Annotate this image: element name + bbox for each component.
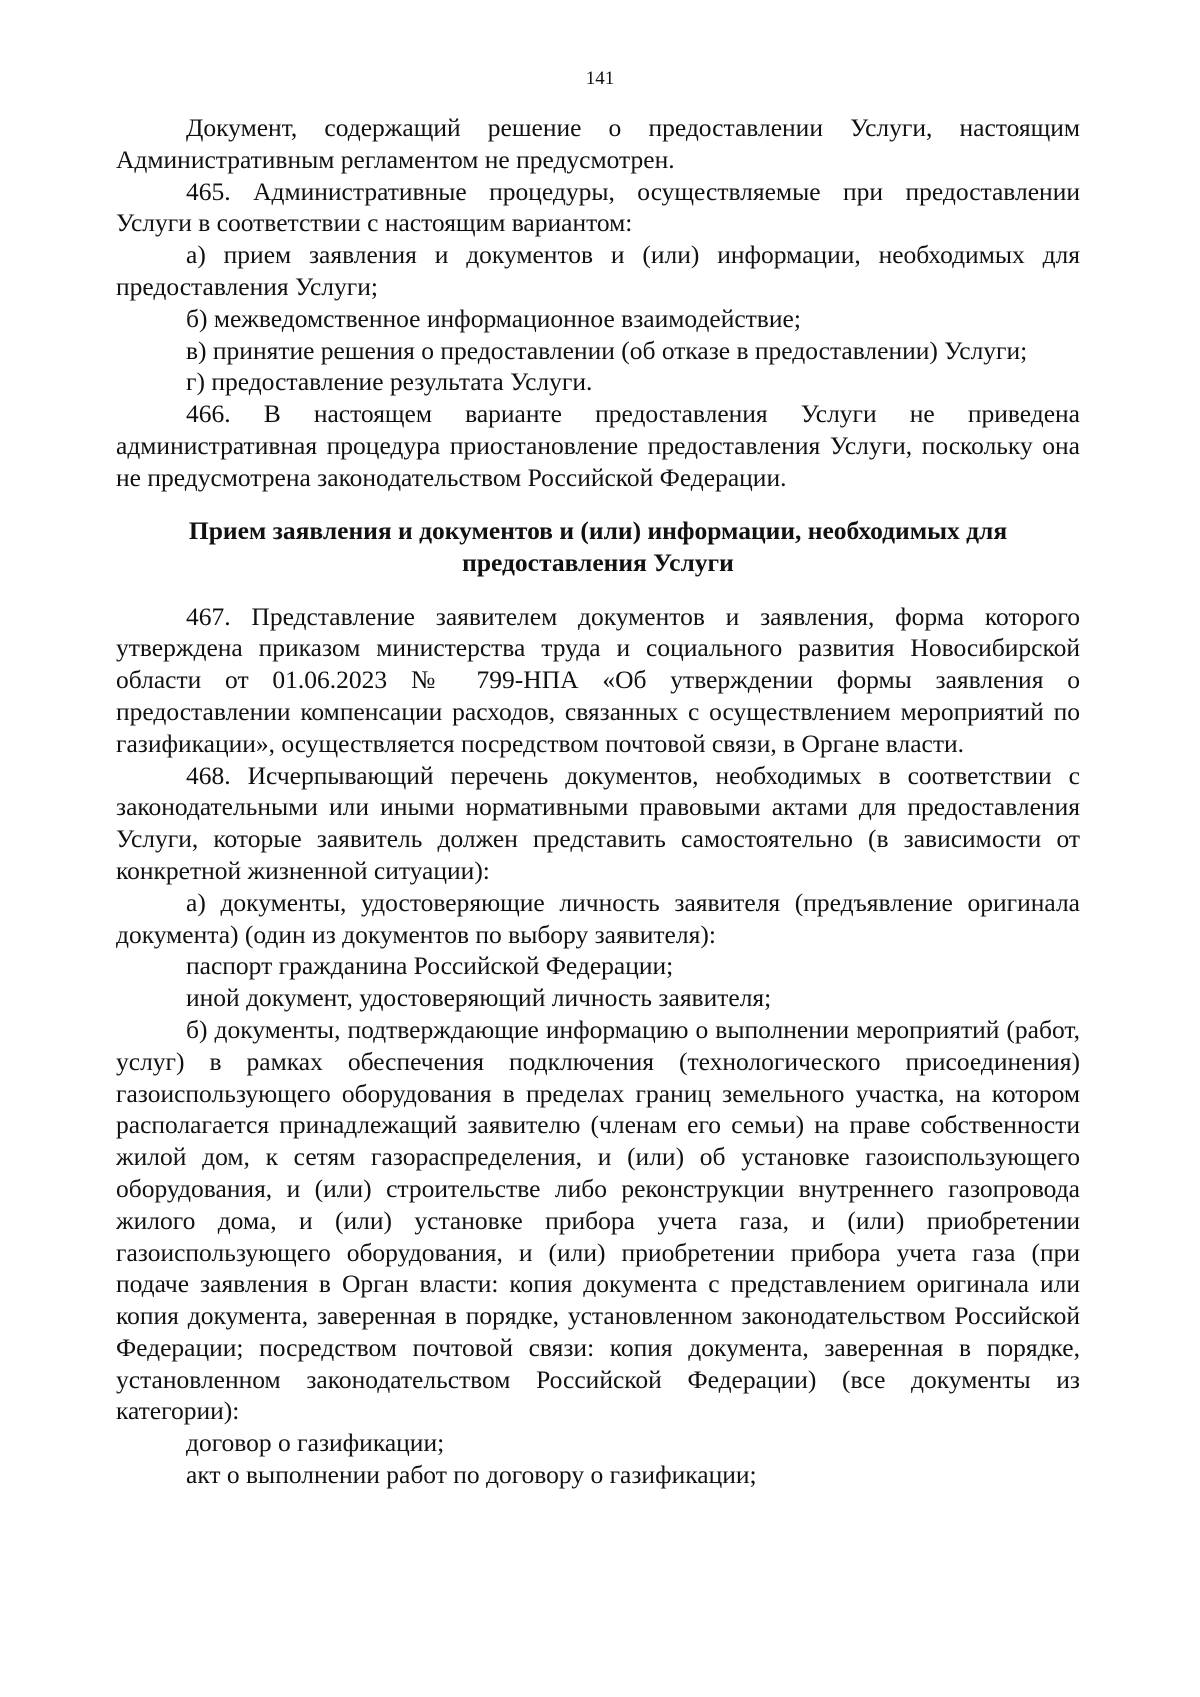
list-item-a: а) прием заявления и документов и (или) информации, необходимых для предоставления Услуги;: [116, 240, 1080, 301]
list-item-g: г) предоставление результата Услуги.: [186, 367, 593, 397]
list-item-other-id: иной документ, удостоверяющий личность заявителя;: [186, 983, 772, 1013]
paragraph-no-decision-document: Документ, содержащий решение о предоставлении Услуги, настоящим Административным регламентом не предусмотрен.: [116, 113, 1080, 174]
list-item-passport: паспорт гражданина Российской Федерации;: [186, 951, 674, 981]
list-item-b-gasification-docs: б) документы, подтверждающие информацию о выполнении мероприятий (работ, услуг) в рамках обеспечения подключения (технологического присоединения) газоиспользующего оборудования в пределах границ земельного участка, на котором располагается принадлежащий заявителю (членам его семьи) на праве собственности жилой дом, к сетям газораспределения, и (или) об установке газоиспользующего оборудования, и (или) строительстве либо реконструкции внутреннего газопровода жилого дома, и (или) установке прибора учета газа, и (или) приобретении газоиспользующего оборудования, и (или) приобретении прибора учета газа (при подаче заявления в Орган власти: копия документа с представлением оригинала или копия документа, заверенная в порядке, установленном законодательством Российской Федерации; посредством почтовой связи: копия документа, заверенная в порядке, установленном законодательством Российской Федерации) (все документы из категории):: [116, 1014, 1080, 1426]
section-heading: Прием заявления и документов и (или) информации, необходимых для предоставления Услуги: [188, 515, 1008, 577]
list-item-v: в) принятие решения о предоставлении (об отказе в предоставлении) Услуги;: [186, 335, 1028, 365]
paragraph-468: 468. Исчерпывающий перечень документов, необходимых в соответствии с законодательными или иными нормативными правовыми актами для предоставления Услуги, которые заявитель должен представить самостоятельно (в зависимости от конкретной жизненной ситуации):: [116, 760, 1080, 885]
list-item-b: б) межведомственное информационное взаимодействие;: [186, 303, 801, 333]
list-item-works-act: акт о выполнении работ по договору о газификации;: [186, 1460, 757, 1490]
list-item-a-identity-docs: а) документы, удостоверяющие личность заявителя (предъявление оригинала документа) (один из документов по выбору заявителя):: [116, 887, 1080, 949]
paragraph-466: 466. В настоящем варианте предоставления Услуги не приведена административная процедура приостановление предоставления Услуги, поскольку она не предусмотрена законодательством Российской Федерации.: [116, 399, 1080, 492]
paragraph-465: 465. Административные процедуры, осуществляемые при предоставлении Услуги в соответствии с настоящим вариантом:: [116, 176, 1080, 238]
page-number: 141: [585, 68, 615, 89]
paragraph-467: 467. Представление заявителем документов и заявления, форма которого утверждена приказом министерства труда и социального развития Новосибирской области от 01.06.2023 № 799-НПА «Об утверждении формы заявления о предоставлении компенсации расходов, связанных с осуществлением мероприятий по газификации», осуществляется посредством почтовой связи, в Органе власти.: [116, 601, 1080, 758]
list-item-gasification-contract: договор о газификации;: [186, 1428, 445, 1458]
document-body: [116, 112, 1080, 1491]
